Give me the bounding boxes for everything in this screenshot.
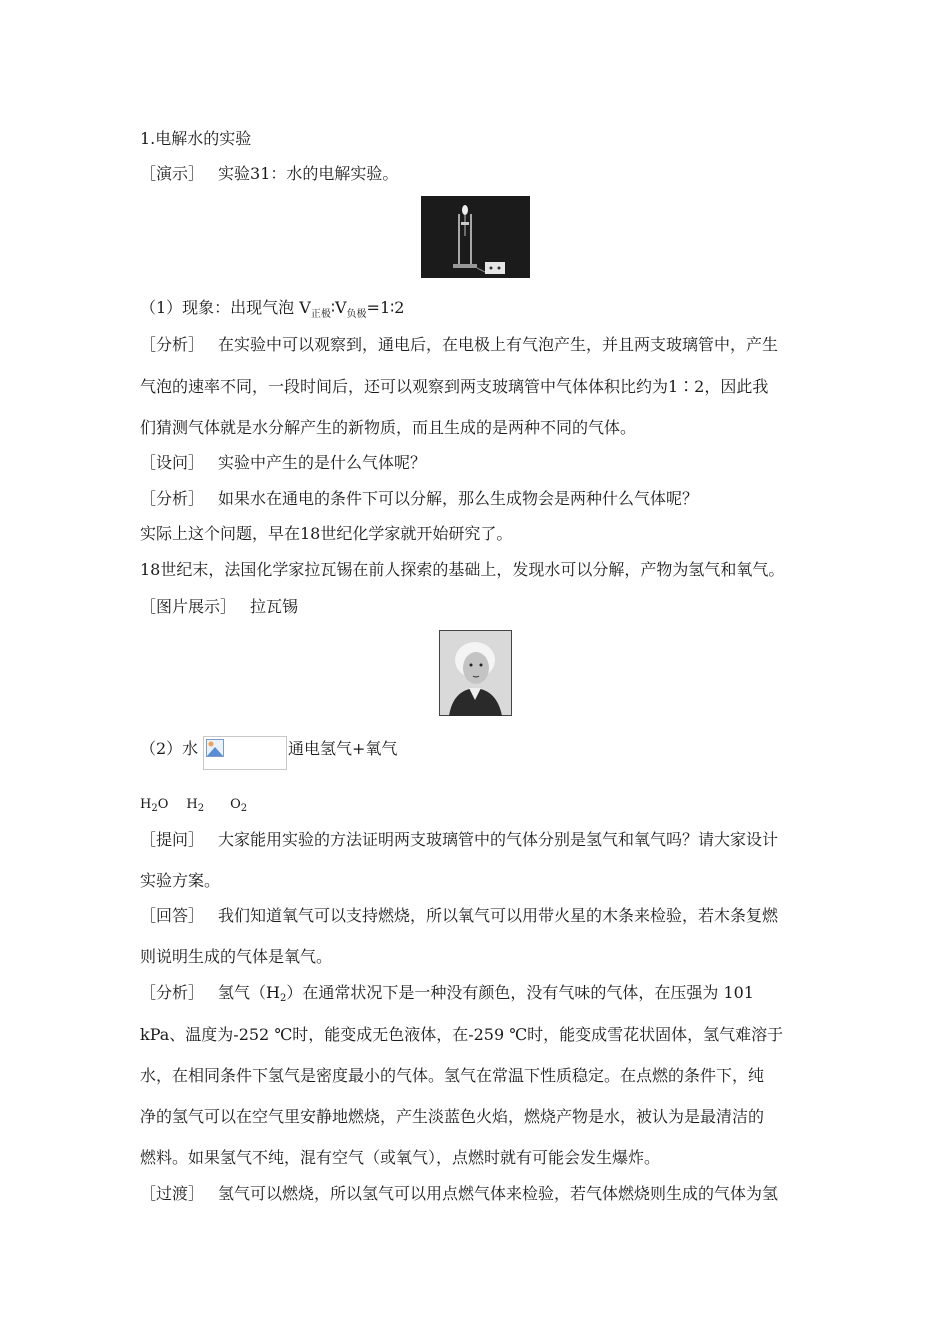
transition-tag: ［过渡］ bbox=[140, 1184, 205, 1203]
phenomenon-suffix: =1∶2 bbox=[366, 298, 405, 317]
answer-line2: 则说明生成的气体是氧气。 bbox=[140, 947, 333, 966]
analysis3-line2: kPa、温度为-252 ℃时，能变成无色液体，在-259 ℃时，能变成雪花状固体，氢气难溶于 bbox=[140, 1025, 784, 1044]
equation-prefix: （2）水 bbox=[140, 739, 199, 758]
analysis1-line3: 们猜测气体就是水分解产生的新物质，而且生成的是两种不同的气体。 bbox=[140, 418, 637, 437]
picture-tag: ［图片展示］ bbox=[140, 597, 237, 616]
analysis2-tag: ［分析］ bbox=[140, 489, 205, 508]
question-tag: ［设问］ bbox=[140, 453, 205, 472]
analysis1-line1 bbox=[140, 334, 778, 356]
phenomenon-line bbox=[140, 297, 404, 322]
equation-suffix: 通电氢气+氧气 bbox=[288, 739, 398, 758]
analysis3-line5: 燃料。如果氢气不纯，混有空气（或氧气），点燃时就有可能会发生爆炸。 bbox=[140, 1148, 661, 1167]
analysis3-line3: 水，在相同条件下氢气是密度最小的气体。氢气在常温下性质稳定。在点燃的条件下，纯 bbox=[140, 1066, 765, 1085]
broken-image-icon bbox=[206, 739, 224, 757]
analysis3-tag: ［分析］ bbox=[140, 983, 205, 1002]
demo-text: 实验31：水的电解实验。 bbox=[218, 164, 399, 183]
formula-line bbox=[140, 794, 247, 820]
analysis1-line2: 气泡的速率不同，一段时间后，还可以观察到两支玻璃管中气体体积比约为1∶2，因此我 bbox=[140, 377, 769, 396]
lavoisier-portrait-drawing bbox=[439, 630, 512, 716]
formula-water: $H_2O$ bbox=[140, 797, 169, 814]
history-line1: 实际上这个问题，早在18世纪化学家就开始研究了。 bbox=[140, 524, 513, 543]
picture-line bbox=[140, 596, 298, 618]
analysis1-text1: 在实验中可以观察到，通电后，在电极上有气泡产生，并且两支玻璃管中，产生 bbox=[218, 335, 779, 354]
question-text: 实验中产生的是什么气体呢？ bbox=[218, 453, 427, 472]
ask-text1: 大家能用实验的方法证明两支玻璃管中的气体分别是氢气和氧气吗？请大家设计 bbox=[218, 830, 779, 849]
phenomenon-sub-negative: 负极 bbox=[346, 309, 367, 320]
demo-line bbox=[140, 163, 398, 185]
formula-hydrogen: $H_2$ bbox=[186, 797, 205, 814]
phenomenon-sub-positive: 正极 bbox=[310, 309, 331, 320]
ask-tag: ［提问］ bbox=[140, 830, 205, 849]
answer-text1: 我们知道氧气可以支持燃烧，所以氧气可以用带火星的木条来检验，若木条复燃 bbox=[218, 906, 779, 925]
transition-line bbox=[140, 1183, 778, 1205]
electrolysis-apparatus-image bbox=[421, 196, 530, 278]
analysis2-line bbox=[140, 488, 698, 510]
analysis3-line1: ［分析］ 氢气$(H_2)$在通常状况下是一种没有颜色，没有气味的气体，在压强为 101 bbox=[140, 983, 754, 1004]
section-heading: 1.电解水的实验 bbox=[140, 129, 252, 148]
answer-line1 bbox=[140, 905, 778, 927]
transition-text: 氢气可以燃烧，所以氢气可以用点燃气体来检验，若气体燃烧则生成的气体为氢 bbox=[218, 1184, 779, 1203]
history-line2: 18世纪末，法国化学家拉瓦锡在前人探索的基础上，发现水可以分解，产物为氢气和氧气。 bbox=[140, 560, 785, 579]
ask-line2: 实验方案。 bbox=[140, 871, 221, 890]
analysis2-text: 如果水在通电的条件下可以分解，那么生成物会是两种什么气体呢？ bbox=[218, 489, 699, 508]
analysis3-line4: 净的氢气可以在空气里安静地燃烧，产生淡蓝色火焰，燃烧产物是水，被认为是最清洁的 bbox=[140, 1107, 765, 1126]
lavoisier-portrait-image bbox=[439, 630, 512, 716]
question-line bbox=[140, 452, 426, 474]
picture-text: 拉瓦锡 bbox=[250, 597, 299, 616]
ask-line1 bbox=[140, 829, 778, 851]
broken-image-placeholder bbox=[203, 736, 287, 770]
formula-oxygen: $O_2$ bbox=[230, 797, 248, 814]
demo-tag: ［演示］ bbox=[140, 164, 205, 183]
phenomenon-prefix: （1）现象：出现气泡 V bbox=[140, 298, 311, 317]
electrolysis-apparatus-drawing bbox=[421, 196, 530, 278]
analysis1-tag: ［分析］ bbox=[140, 335, 205, 354]
phenomenon-mid: ∶V bbox=[330, 298, 347, 317]
answer-tag: ［回答］ bbox=[140, 906, 205, 925]
